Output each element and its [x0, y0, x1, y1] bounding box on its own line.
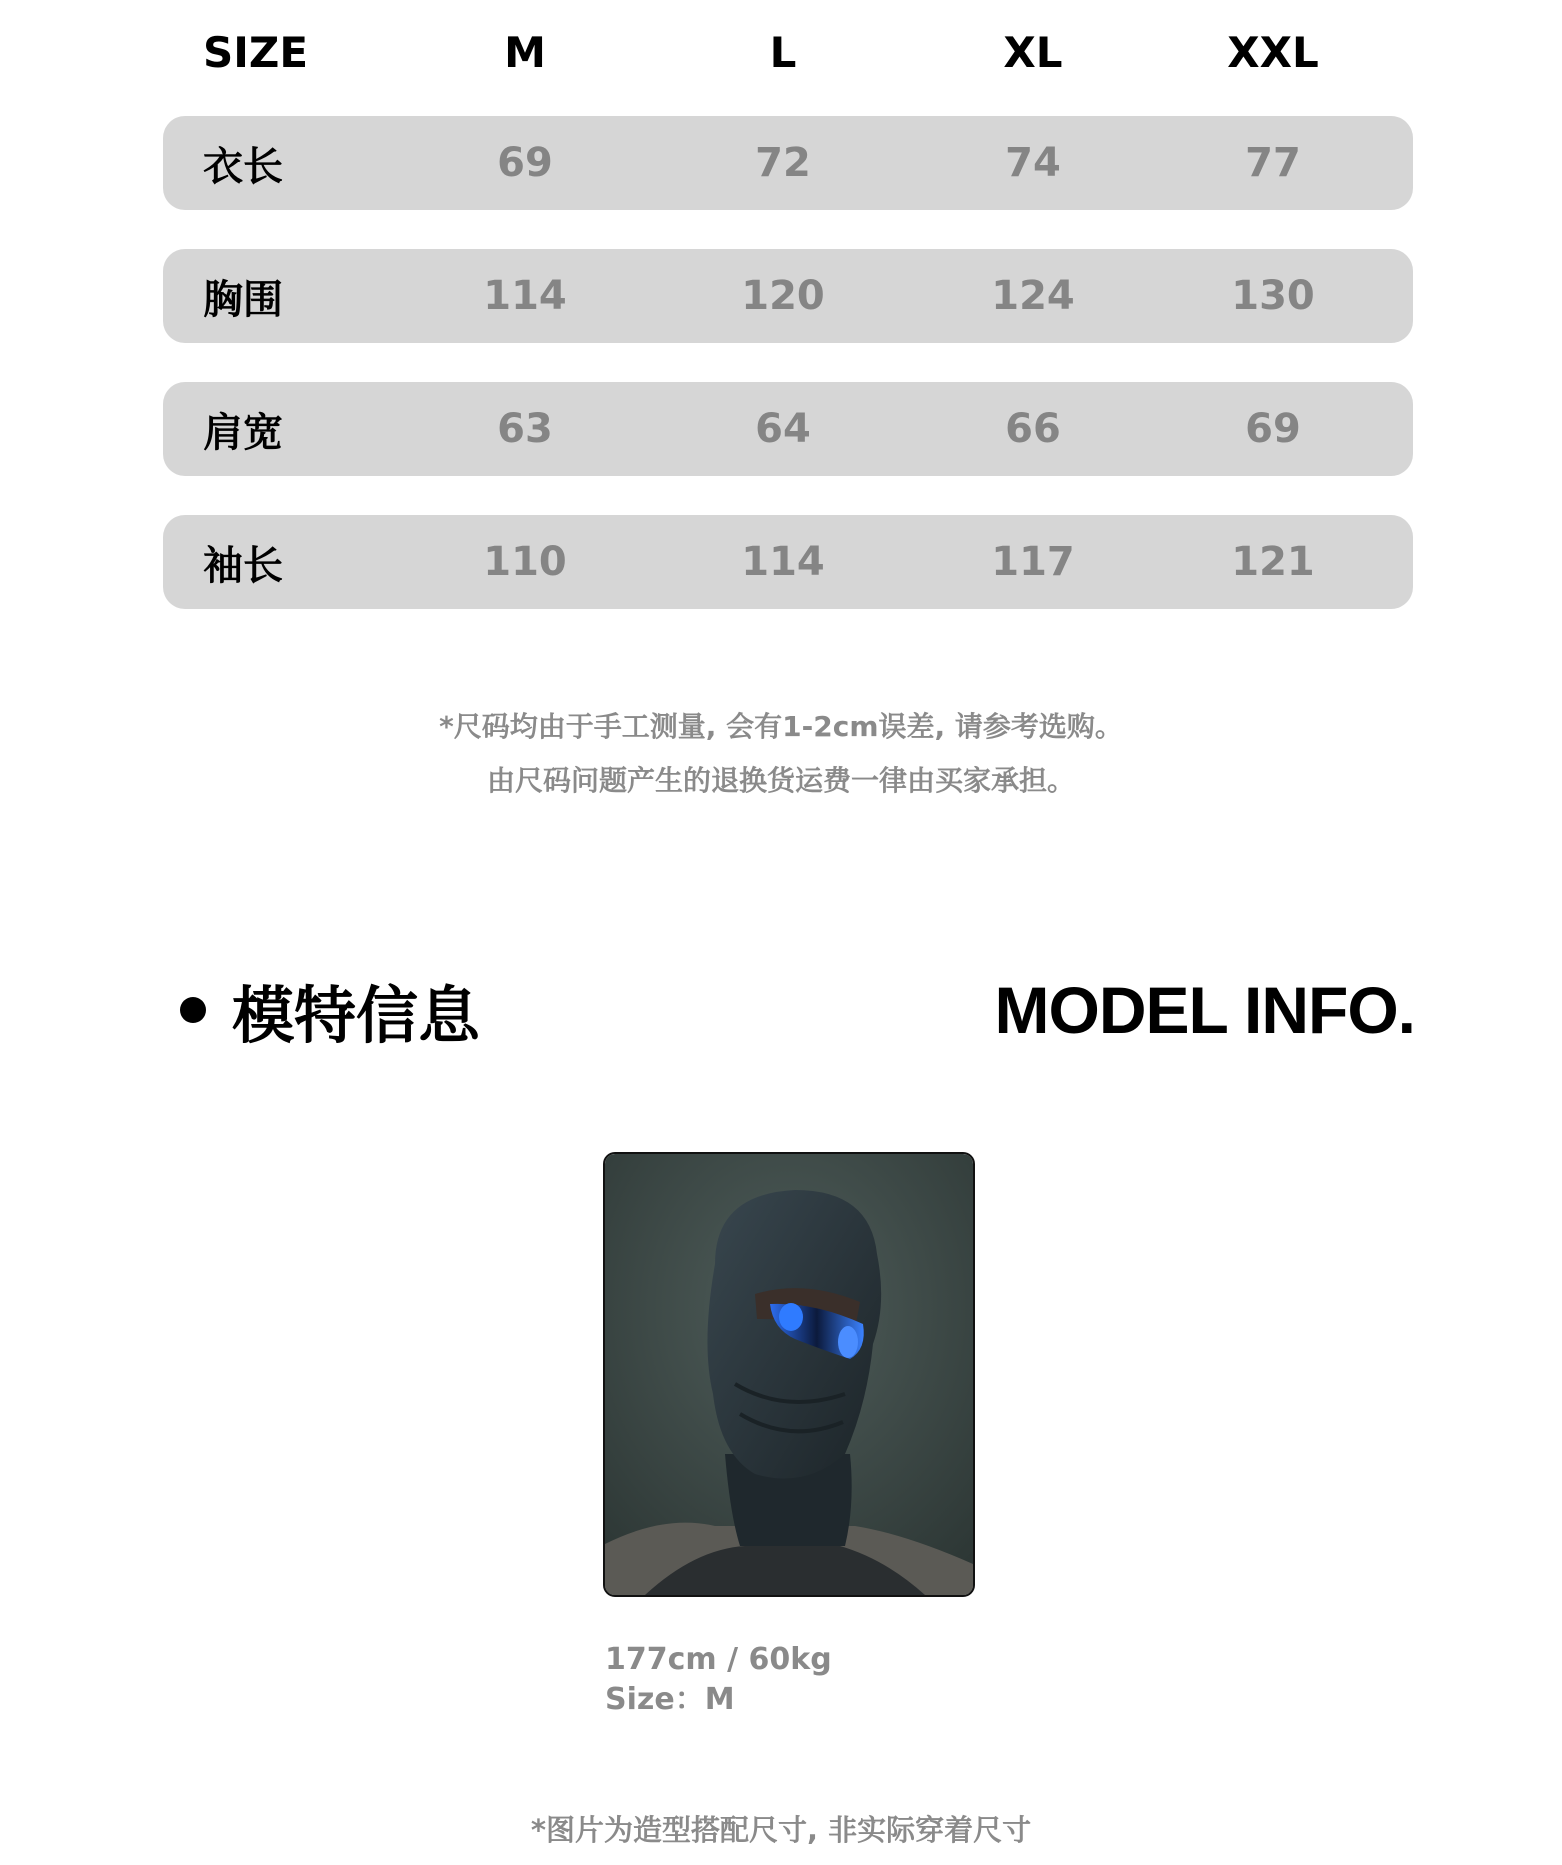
cell-xl: 117	[991, 539, 1075, 585]
model-section-heading	[180, 970, 480, 1050]
size-header-l: L	[769, 27, 797, 77]
cell-xl: 124	[991, 273, 1075, 319]
model-size: Size：M	[605, 1682, 735, 1717]
size-row-chest	[163, 249, 1413, 343]
model-photo	[603, 1152, 975, 1597]
row-label: 袖长	[203, 542, 283, 589]
cell-xxl: 121	[1231, 539, 1315, 585]
size-note-line-1: *尺码均由于手工测量, 会有1-2cm误差, 请参考选购。	[439, 710, 1123, 743]
cell-l: 120	[741, 273, 825, 319]
size-row-shoulder	[163, 382, 1413, 476]
cell-xxl: 77	[1245, 140, 1301, 186]
cell-l: 72	[755, 140, 811, 186]
size-table-header	[163, 22, 1413, 82]
model-title-cn: 模特信息	[232, 978, 481, 1052]
size-notes	[0, 700, 1562, 808]
model-photo-illustration	[605, 1154, 973, 1595]
size-row-sleeve	[163, 515, 1413, 609]
bullet-icon	[180, 997, 206, 1023]
cell-m: 110	[483, 539, 567, 585]
row-label: 胸围	[203, 276, 283, 323]
row-label: 肩宽	[203, 409, 283, 456]
cell-xl: 74	[1005, 140, 1061, 186]
size-header-xl: XL	[1003, 27, 1063, 77]
model-title-en: MODEL INFO.	[994, 973, 1415, 1047]
cell-xl: 66	[1005, 406, 1061, 452]
size-row-length	[163, 116, 1413, 210]
cell-m: 69	[497, 140, 553, 186]
model-stats: 177cm / 60kg	[605, 1642, 832, 1677]
size-header-xxl: XXL	[1227, 27, 1319, 77]
size-note-line-2: 由尺码问题产生的退换货运费一律由买家承担。	[486, 764, 1075, 797]
cell-l: 114	[741, 539, 825, 585]
photo-footnote: *图片为造型搭配尺寸, 非实际穿着尺寸	[530, 1813, 1032, 1847]
cell-xxl: 69	[1245, 406, 1301, 452]
row-label: 衣长	[203, 143, 283, 190]
model-info	[605, 1640, 832, 1720]
cell-m: 63	[497, 406, 553, 452]
cell-l: 64	[755, 406, 811, 452]
size-header-m: M	[504, 27, 546, 77]
cell-xxl: 130	[1231, 273, 1315, 319]
cell-m: 114	[483, 273, 567, 319]
size-header-label: SIZE	[203, 27, 309, 77]
